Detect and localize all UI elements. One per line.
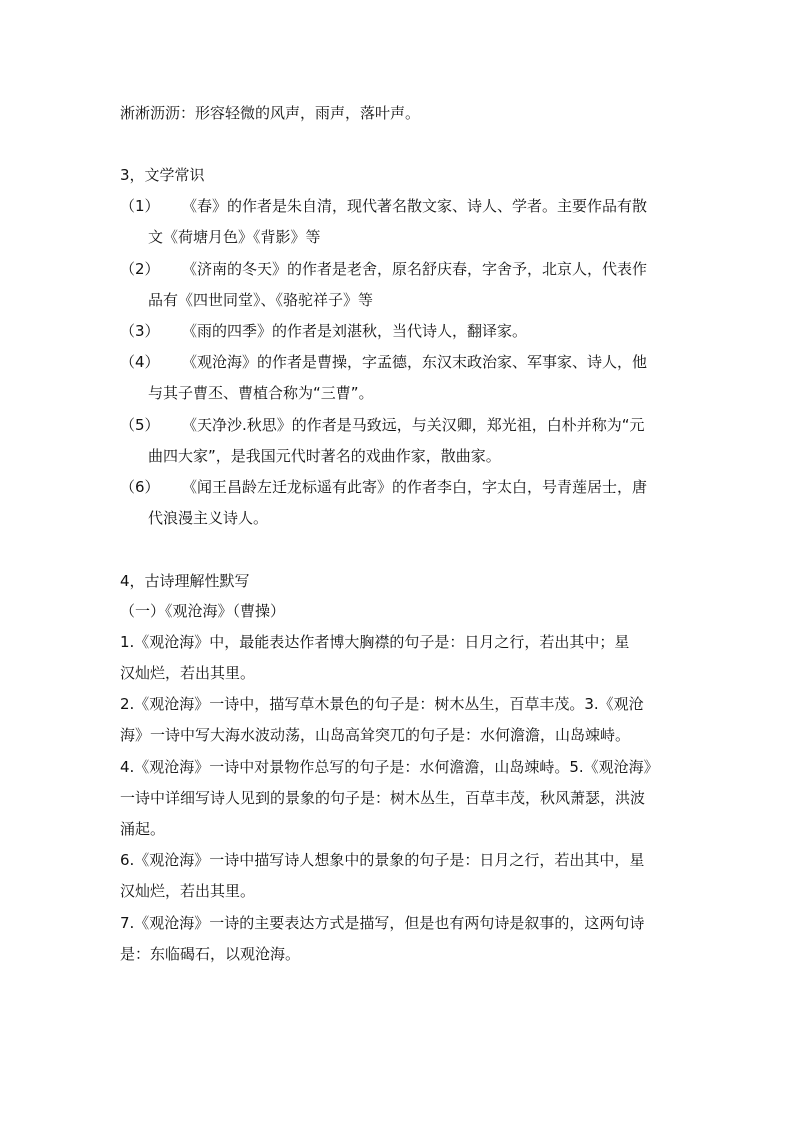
list-item-number: （5） xyxy=(120,416,160,434)
list-item-text: 《天净沙.秋思》的作者是马致远，与关汉卿，郑光祖，白朴并称为“元 xyxy=(182,416,645,434)
question-line: 是：东临碣石，以观沧海。 xyxy=(120,945,301,963)
list-item-number: （3） xyxy=(120,322,160,340)
question-line: 2.《观沧海》一诗中，描写草木景色的句子是：树木丛生，百草丰茂。3.《观沧 xyxy=(120,695,644,713)
list-item-continuation: 代浪漫主义诗人。 xyxy=(148,509,269,527)
list-item-text: 《雨的四季》的作者是刘湛秋，当代诗人，翻译家。 xyxy=(182,322,528,340)
list-item-continuation: 品有《四世同堂》、《骆驼祥子》等 xyxy=(148,291,374,309)
section-heading-literary-knowledge: 3，文学常识 xyxy=(120,166,205,184)
question-line: 4.《观沧海》一诗中对景物作总写的句子是：水何澹澹，山岛竦峙。5.《观沧海》 xyxy=(120,758,659,776)
question-line: 涌起。 xyxy=(120,820,166,838)
question-line: 海》一诗中写大海水波动荡，山岛高耸突兀的句子是：水何澹澹，山岛竦峙。 xyxy=(120,726,631,744)
list-item xyxy=(120,196,680,216)
paragraph-line: 淅淅沥沥：形容轻微的风声，雨声，落叶声。 xyxy=(120,104,421,122)
list-item-text: 《闻王昌龄左迁龙标遥有此寄》的作者李白，字太白，号青莲居士，唐 xyxy=(182,478,648,496)
question-line: 1.《观沧海》中，最能表达作者博大胸襟的句子是：日月之行，若出其中；星 xyxy=(120,633,630,651)
list-item xyxy=(120,352,680,372)
question-line: 汉灿烂，若出其里。 xyxy=(120,664,256,682)
subsection-heading: （一）《观沧海》（曹操） xyxy=(120,602,286,620)
list-item-number: （1） xyxy=(120,197,160,215)
list-item-text: 《济南的冬天》的作者是老舍，原名舒庆春，字舍予，北京人，代表作 xyxy=(182,260,648,278)
list-item-continuation: 文《荷塘月色》《背影》等 xyxy=(148,228,321,246)
list-item xyxy=(120,321,680,341)
question-line: 7.《观沧海》一诗的主要表达方式是描写，但是也有两句诗是叙事的，这两句诗 xyxy=(120,914,645,932)
section-heading-poetry-dictation: 4，古诗理解性默写 xyxy=(120,572,250,590)
list-item-number: （2） xyxy=(120,260,160,278)
list-item-text: 《观沧海》的作者是曹操，字孟德，东汉末政治家、军事家、诗人，他 xyxy=(182,353,648,371)
list-item-text: 《春》的作者是朱自清，现代著名散文家、诗人、学者。主要作品有散 xyxy=(182,197,648,215)
question-line: 一诗中详细写诗人见到的景象的句子是：树木丛生，百草丰茂，秋风萧瑟，洪波 xyxy=(120,789,646,807)
list-item xyxy=(120,259,680,279)
list-item-continuation: 与其子曹丕、曹植合称为“三曹”。 xyxy=(148,384,374,402)
list-item xyxy=(120,415,680,435)
list-item xyxy=(120,477,680,497)
question-line: 汉灿烂，若出其里。 xyxy=(120,882,256,900)
list-item-continuation: 曲四大家”，是我国元代时著名的戏曲作家，散曲家。 xyxy=(148,447,501,465)
list-item-number: （6） xyxy=(120,478,160,496)
list-item-number: （4） xyxy=(120,353,160,371)
question-line: 6.《观沧海》一诗中描写诗人想象中的景象的句子是：日月之行，若出其中，星 xyxy=(120,851,645,869)
